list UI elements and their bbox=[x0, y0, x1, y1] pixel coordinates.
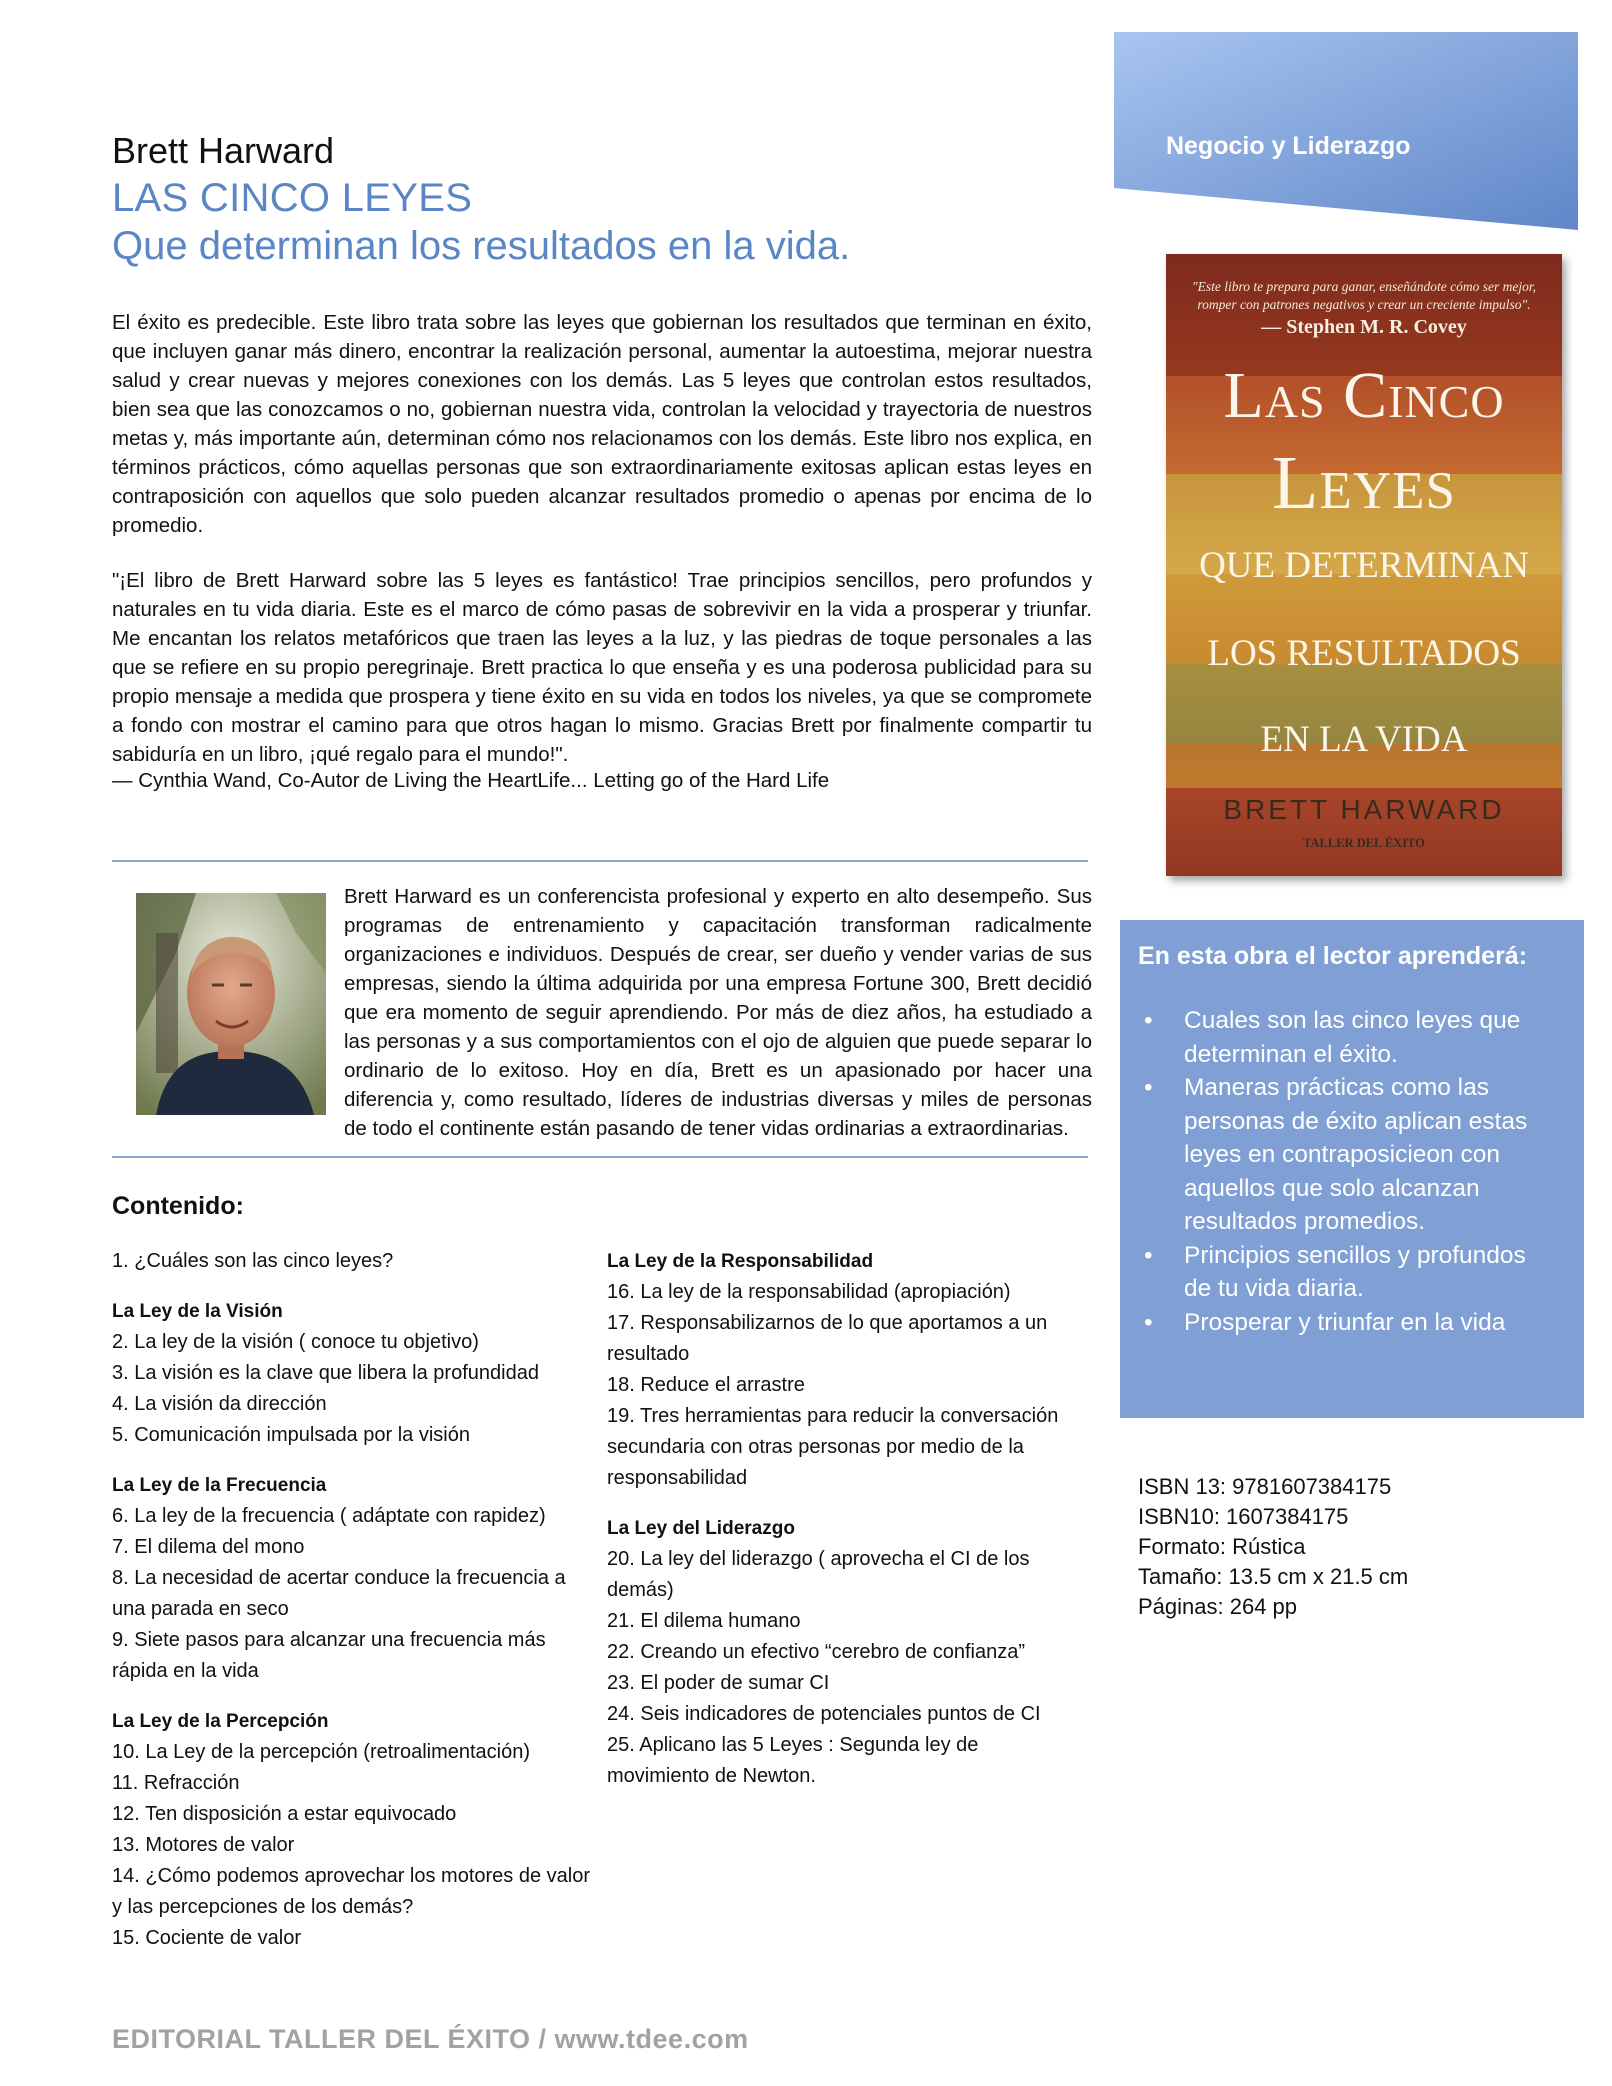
page-count: Páginas: 264 pp bbox=[1138, 1594, 1298, 1619]
author-photo bbox=[136, 893, 326, 1115]
contents-item: 6. La ley de la frecuencia ( adáptate con rapidez) bbox=[112, 1505, 546, 1527]
contents-column-left bbox=[112, 1246, 590, 1954]
cover-subtitle-line: EN LA VIDA bbox=[1260, 719, 1468, 760]
learning-points-heading: En esta obra el lector aprenderá: bbox=[1138, 942, 1528, 970]
learning-point: • Cuales son las cinco leyes que determinan el éxito. bbox=[1138, 1004, 1558, 1071]
contents-item: 22. Creando un efectivo “cerebro de confianza” bbox=[607, 1641, 1026, 1663]
book-specs bbox=[1138, 1472, 1408, 1622]
contents-spacer bbox=[112, 1687, 590, 1706]
contents-heading: Contenido: bbox=[112, 1192, 244, 1220]
learning-points-list bbox=[1138, 1004, 1558, 1339]
learning-point: • Prosperar y triunfar en la vida bbox=[1138, 1306, 1558, 1340]
contents-item: 2. La ley de la visión ( conoce tu objetivo) bbox=[112, 1331, 479, 1353]
learning-point: • Maneras prácticas como las personas de éxito aplican estas leyes en contraposicieon con aquellos que solo alcanzan resultados promedios. bbox=[1138, 1071, 1558, 1239]
cover-publisher: TALLER DEL ÉXITO bbox=[1303, 836, 1425, 850]
contents-spacer bbox=[607, 1494, 1067, 1513]
contents-item: 16. La ley de la responsabilidad (apropiación) bbox=[607, 1281, 1011, 1303]
contents-section-heading: La Ley de la Percepción bbox=[112, 1711, 329, 1732]
testimonial-text: "¡El libro de Brett Harward sobre las 5 leyes es fantástico! Trae principios sencillos, pero profundos y naturales en tu vida diaria. Este es el marco de cómo pasas de sobrevivir en la vida a prosperar y triunfar. Me encantan los relatos metafóricos que traen las leyes a la luz, y las piedras de toque personales a las que se refiere en su propio peregrinaje. Brett practica lo que enseña y es una poderosa publicidad para su propio mensaje a medida que prospera y tiene éxito en su vida en todos los niveles, ya que se compromete a fondo con mostrar el camino para que otros hagan lo mismo. Gracias Brett por finalmente compartir tu sabiduría en un libro, ¡qué regalo para el mundo!". bbox=[112, 569, 1092, 766]
contents-spacer bbox=[112, 1451, 590, 1470]
contents-item: 20. La ley del liderazgo ( aprovecha el CI de los demás) bbox=[607, 1548, 1030, 1601]
contents-item: 19. Tres herramientas para reducir la conversación secundaria con otras personas por medio de la responsabilidad bbox=[607, 1405, 1059, 1489]
contents-item: 8. La necesidad de acertar conduce la frecuencia a una parada en seco bbox=[112, 1567, 566, 1620]
contents-item: 21. El dilema humano bbox=[607, 1610, 801, 1632]
learning-point: • Principios sencillos y profundos de tu vida diaria. bbox=[1138, 1239, 1558, 1306]
contents-item: 4. La visión da dirección bbox=[112, 1393, 327, 1415]
cover-subtitle-line: LOS RESULTADOS bbox=[1207, 633, 1521, 674]
book-title: LAS CINCO LEYES bbox=[112, 176, 473, 220]
contents-item: 15. Cociente de valor bbox=[112, 1927, 302, 1949]
cover-title-line: Leyes bbox=[1272, 441, 1456, 525]
isbn-10: ISBN10: 1607384175 bbox=[1138, 1504, 1349, 1529]
category-banner bbox=[1112, 32, 1580, 232]
size: Tamaño: 13.5 cm x 21.5 cm bbox=[1138, 1564, 1409, 1589]
contents-item: 10. La Ley de la percepción (retroalimentación) bbox=[112, 1741, 531, 1763]
divider bbox=[112, 860, 1088, 862]
contents-item: 5. Comunicación impulsada por la visión bbox=[112, 1424, 470, 1446]
cover-author: BRETT HARWARD bbox=[1223, 794, 1505, 825]
contents-item: 7. El dilema del mono bbox=[112, 1536, 305, 1558]
contents-item: 18. Reduce el arrastre bbox=[607, 1374, 805, 1396]
contents-section-heading: La Ley de la Responsabilidad bbox=[607, 1251, 874, 1272]
cover-title-line: Las Cinco bbox=[1223, 359, 1505, 432]
format: Formato: Rústica bbox=[1138, 1534, 1306, 1559]
contents-item: 13. Motores de valor bbox=[112, 1834, 295, 1856]
contents-section-heading: La Ley del Liderazgo bbox=[607, 1518, 795, 1539]
cover-quote: "Este libro te prepara para ganar, enseñándote cómo ser mejor, romper con patrones negativos y crear un creciente impulso". bbox=[1191, 279, 1536, 312]
book-description: El éxito es predecible. Este libro trata sobre las leyes que gobiernan los resultados que terminan en éxito, que incluyen ganar más dinero, encontrar la realización personal, aumentar la autoestima, mejorar nuestra salud y crear nuevas y mejores conexiones con los demás. Las 5 leyes que controlan estos resultados, bien sea que las conozcamos o no, gobiernan nuestra vida, controlan la velocidad y trayectoria de nuestros metas y, más importante aún, determinan cómo nos relacionamos con los demás. Este libro nos explica, en términos prácticos, cómo aquellas personas que son extraordinariamente exitosas aplican estas leyes en contraposición con aquellos que solo pueden alcanzar resultados promedio o apenas por encima de lo promedio. bbox=[112, 311, 1092, 537]
author-name: Brett Harward bbox=[112, 130, 335, 171]
contents-section-heading: La Ley de la Visión bbox=[112, 1301, 283, 1322]
publisher-footer: EDITORIAL TALLER DEL ÉXITO / www.tdee.com bbox=[112, 2024, 749, 2054]
contents-item: 24. Seis indicadores de potenciales puntos de CI bbox=[607, 1703, 1041, 1725]
contents-item: 1. ¿Cuáles son las cinco leyes? bbox=[112, 1250, 394, 1272]
book-subtitle: Que determinan los resultados en la vida. bbox=[112, 224, 851, 268]
testimonial-attribution: — Cynthia Wand, Co-Autor de Living the HeartLife... Letting go of the Hard Life bbox=[112, 769, 830, 792]
contents-item: 3. La visión es la clave que libera la profundidad bbox=[112, 1362, 539, 1384]
contents-item: 11. Refracción bbox=[112, 1772, 240, 1794]
contents-item: 9. Siete pasos para alcanzar una frecuencia más rápida en la vida bbox=[112, 1629, 546, 1682]
contents-spacer bbox=[112, 1277, 590, 1296]
contents-item: 25. Aplicano las 5 Leyes : Segunda ley de movimiento de Newton. bbox=[607, 1734, 979, 1787]
contents-section-heading: La Ley de la Frecuencia bbox=[112, 1475, 327, 1496]
isbn-13: ISBN 13: 9781607384175 bbox=[1138, 1474, 1392, 1499]
contents-column-right bbox=[607, 1246, 1067, 1792]
contents-item: 14. ¿Cómo podemos aprovechar los motores de valor y las percepciones de los demás? bbox=[112, 1865, 591, 1918]
category-label: Negocio y Liderazgo bbox=[1166, 132, 1411, 160]
cover-quote-author: — Stephen M. R. Covey bbox=[1261, 316, 1467, 338]
contents-item: 12. Ten disposición a estar equivocado bbox=[112, 1803, 457, 1825]
cover-subtitle-line: QUE DETERMINAN bbox=[1199, 545, 1529, 586]
divider bbox=[112, 1156, 1088, 1158]
contents-item: 17. Responsabilizarnos de lo que aportamos a un resultado bbox=[607, 1312, 1048, 1365]
contents-item: 23. El poder de sumar CI bbox=[607, 1672, 830, 1694]
learning-points-box bbox=[1120, 920, 1584, 1418]
author-bio: Brett Harward es un conferencista profesional y experto en alto desempeño. Sus programas de entrenamiento y capacitación transforman radicalmente organizaciones e individuos. Después de crear, ser dueño y vender varias de sus empresas, siendo la última adquirida por una empresa Fortune 300, Brett decidió que era momento de seguir aprendiendo. Por más de diez años, ha estudiado a las personas y a sus comportamientos con el ojo de alguien que puede separar lo ordinario de lo exitoso. Hoy en día, Brett es un apasionado por hacer una diferencia y, como resultado, líderes de industrias diversas y miles de personas de todo el continente están pasando de tener vidas ordinarias a extraordinarias. bbox=[344, 885, 1092, 1140]
book-cover bbox=[1166, 254, 1562, 876]
